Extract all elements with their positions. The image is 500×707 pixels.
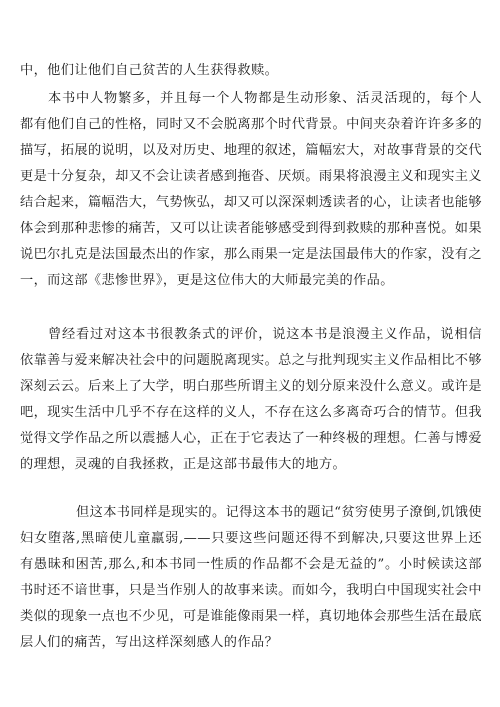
paragraph-evaluation: 曾经看过对这本书很教条式的评价，说这本书是浪漫主义作品，说相信依靠善与爱来解决社会中的问题脱离现实。总之与批判现实主义作品相比不够深刻云云。后来上了大学，明白那些所谓主义的划分原来没什么意义。或许是吧，现实生活中几乎不存在这样的义人，不存在这么多离奇巧合的情节。但我觉得文学作品之所以震撼人心，正在于它表达了一种终极的理想。仁善与博爱的理想，灵魂的自我拯救，正是这部书最伟大的地方。 (20, 327, 482, 472)
paragraph-reality: 但这本书同样是现实的。记得这本书的题记“贫穷使男子潦倒,饥饿使妇女堕落,黑暗使儿童羸弱,——只要这些问题还得不到解决,只要这世界上还有愚昧和困苦,那么,和本书同一性质的作品都不会是无益的”。小时候读这部书时还不谙世事，只是当作别人的故事来读。而如今，我明白中国现实社会中类似的现象一点也不少见，可是谁能像雨果一样，真切地体会那些生活在最底层人们的痛苦，写出这样深刻感人的作品？ (20, 505, 482, 650)
paragraph-characters: 本书中人物繁多，并且每一个人物都是生动形象、活灵活现的，每个人都有他们自己的性格，同时又不会脱离那个时代背景。中间夹杂着许许多多的描写，拓展的说明，以及对历史、地理的叙述，篇幅宏大，对故事背景的交代更是十分复杂，却又不会让读者感到拖沓、厌烦。雨果将浪漫主义和现实主义结合起来，篇幅浩大，气势恢弘，却又可以深深刺透读者的心，让读者也能够体会到那种悲惨的痛苦，又可以让读者能够感受到得到救赎的那种喜悦。如果说巴尔扎克是法国最杰出的作家，那么雨果一定是法国最伟大的作家，没有之一，而这部《悲惨世界》，更是这位伟大的大师最完美的作品。 (20, 91, 482, 288)
paragraph-continuation: 中，他们让他们自己贫苦的人生获得救赎。 (20, 63, 279, 78)
